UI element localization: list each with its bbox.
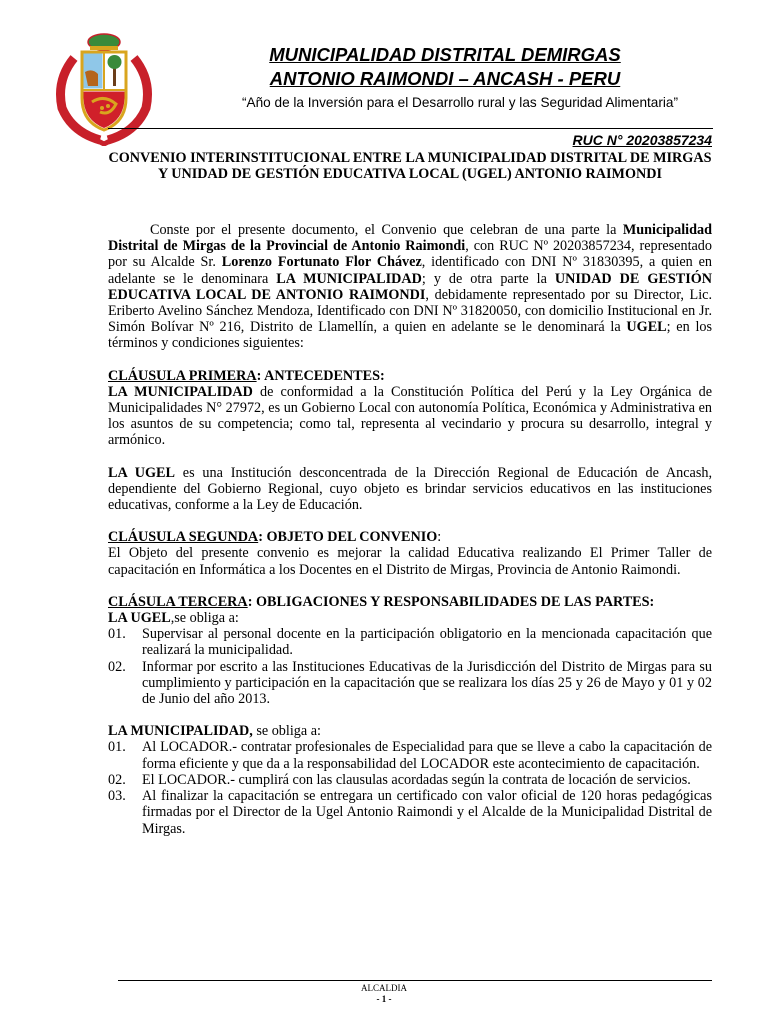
clause2-heading: CLÁUSULA SEGUNDA: OBJETO DEL CONVENIO:: [108, 529, 442, 546]
intro-paragraph: Conste por el presente documento, el Convenio que celebran de una parte la Municipalidad Distrital de Mirgas de la Provincial de Antonio Raimondi, con RUC Nº 20203857234, representado por su Alcalde Sr. Lorenzo Fortunato Flor Chávez, identificado con DNI Nº 31830395, a quien en adelante se le denominara LA MUNICIPALIDAD; y de otra parte la UNIDAD DE GESTIÓN EDUCATIVA LOCAL DE ANTONIO RAIMONDI, debidamente representado por su Director, Lic. Eriberto Avelino Sánchez Mendoza, Identificado con DNI Nº 31820050, con domicilio Institucional en Jr. Simón Bolívar Nº 216, Distrito de Llamellín, a quien en adelante se le denominará la UGEL; en los términos y condiciones siguientes:: [108, 222, 712, 352]
clause2-paragraph: El Objeto del presente convenio es mejorar la calidad Educativa realizando El Primer Taller de capacitación en Informática a los Docentes en el Distrito de Mirgas, Provincia de Antonio Raimondi.: [108, 545, 712, 578]
ugel-obligations-label: LA UGEL,se obliga a:: [108, 610, 239, 627]
header-divider: [108, 128, 713, 129]
ugel-obligations-list: [108, 626, 712, 707]
list-item: 02. Informar por escrito a las Instituciones Educativas de la Jurisdicción del Distrito de Mirgas para su cumplimiento y participación en la capacitación que se realizara los días 25 y 26 de Mayo y 01 y 02 de Junio del año 2013.: [108, 658, 712, 708]
list-item: 01. Al LOCADOR.- contratar profesionales de Especialidad para que se lleve a cabo la capacitación de forma eficiente y que da a la responsabilidad del LOCADOR este acontecimiento de capacitación.: [108, 739, 712, 772]
clause1-paragraph1: LA MUNICIPALIDAD de conformidad a la Constitución Política del Perú y la Ley Orgánica de Municipalidades N° 27972, es un Gobierno Local con autonomía Política, Económica y Administrativa en los asuntos de su competencia; como tal, representa al vecindario y procura su desarrollo, integral y armónico.: [108, 383, 712, 449]
document-body: [108, 222, 712, 837]
page-number: - 1 -: [376, 994, 392, 1004]
municipality-obligations-list: [108, 739, 712, 836]
list-item: 02. El LOCADOR.- cumplirá con las clausulas acordadas según la contrata de locación de servicios.: [108, 771, 691, 788]
clause3-heading: CLÁSULA TERCERA: OBLIGACIONES Y RESPONSABILIDADES DE LAS PARTES:: [108, 593, 655, 610]
list-item: 01. Supervisar al personal docente en la participación obligatorio en la mencionada capacitación que realizará la municipalidad.: [108, 626, 712, 659]
municipality-obligations-label: LA MUNICIPALIDAD, se obliga a:: [108, 723, 321, 740]
document-title: CONVENIO INTERINSTITUCIONAL ENTRE LA MUNICIPALIDAD DISTRITAL DE MIRGAS Y UNIDAD DE GESTIÓN EDUCATIVA LOCAL (UGEL) ANTONIO RAIMONDI: [108, 150, 712, 182]
footer-divider: [118, 980, 712, 981]
municipality-title-line1: MUNICIPALIDAD DISTRITAL DEMIRGAS: [269, 44, 621, 65]
footer-label: ALCALDIA: [361, 983, 407, 993]
municipality-title-line2: ANTONIO RAIMONDI – ANCASH - PERU: [269, 68, 621, 89]
ruc-number: RUC N° 20203857234: [572, 132, 712, 148]
year-motto: “Año de la Inversión para el Desarrollo rural y las Seguridad Alimentaria”: [242, 95, 678, 110]
list-item: 03. Al finalizar la capacitación se entregara un certificado con valor oficial de 120 horas pedagógicas firmadas por el Director de la Ugel Antonio Raimondi y el Alcalde de la Municipalidad Distrital de Mirgas.: [108, 788, 712, 837]
clause1-heading: CLÁUSULA PRIMERA: ANTECEDENTES:: [108, 367, 385, 384]
clause1-paragraph2: LA UGEL es una Institución desconcentrada de la Dirección Regional de Educación de Ancash, dependiente del Gobierno Regional, cuyo objeto es brindar servicios educativos en las instituciones educativas, conforme a la Ley de Educación.: [108, 464, 712, 514]
